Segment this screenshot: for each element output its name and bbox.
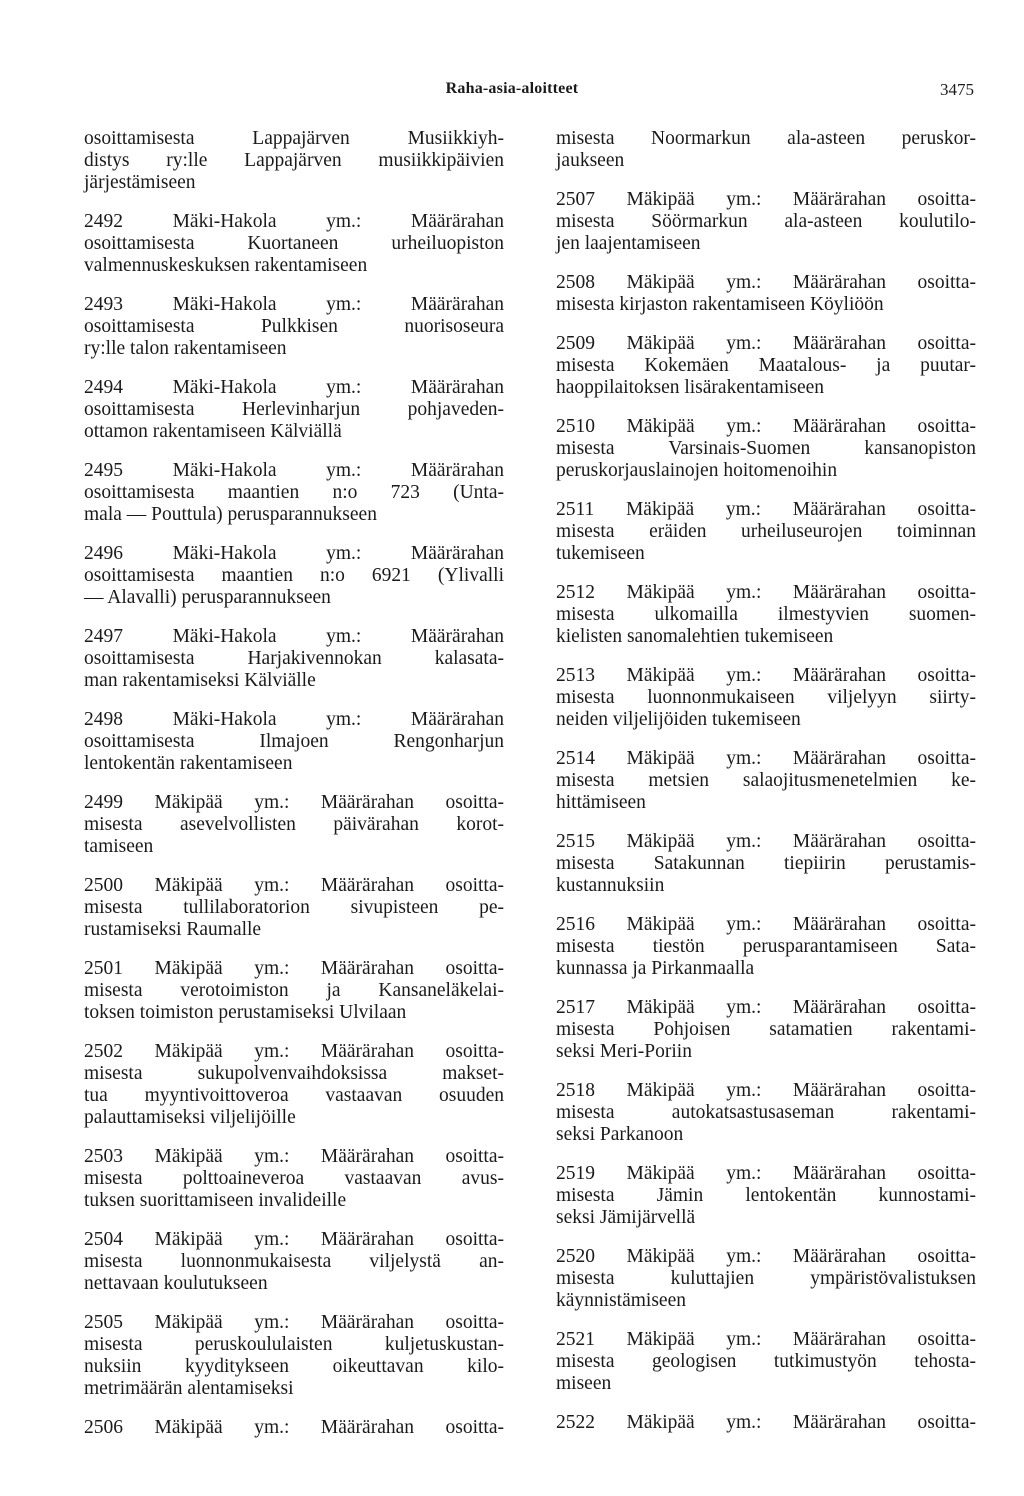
text-line: misesta eräiden urheiluseurojen toiminnan <box>556 521 976 542</box>
text-line: misesta tiestön perusparantamiseen Sata- <box>556 936 976 957</box>
text-line: 2492 Mäki-Hakola ym.: Määrärahan <box>84 211 504 232</box>
motion-entry <box>84 211 504 277</box>
text-line: osoittamisesta Harjakivennokan kalasata- <box>84 648 504 669</box>
motion-entry <box>84 792 504 858</box>
motion-entry <box>84 460 504 526</box>
motion-entry <box>84 1229 504 1295</box>
text-column-left <box>84 128 504 1456</box>
text-line: ry:lle talon rakentamiseen <box>84 338 287 359</box>
text-line: nuksiin kyyditykseen oikeuttavan kilo- <box>84 1356 504 1377</box>
text-line: osoittamisesta Ilmajoen Rengonharjun <box>84 731 504 752</box>
text-line: misesta Kokemäen Maatalous- ja puutar- <box>556 355 976 376</box>
text-line: misesta kuluttajien ympäristövalistuksen <box>556 1268 976 1289</box>
text-line: misesta Jämin lentokentän kunnostami- <box>556 1185 976 1206</box>
motion-entry <box>556 831 976 897</box>
text-line: man rakentamiseksi Kälviälle <box>84 670 316 691</box>
text-line: osoittamisesta Pulkkisen nuorisoseura <box>84 316 504 337</box>
text-line: 2497 Mäki-Hakola ym.: Määrärahan <box>84 626 504 647</box>
text-line: 2494 Mäki-Hakola ym.: Määrärahan <box>84 377 504 398</box>
motion-entry <box>556 582 976 648</box>
text-line: osoittamisesta Herlevinharjun pohjaveden- <box>84 399 504 420</box>
text-column-right <box>556 128 976 1451</box>
text-line: misesta kirjaston rakentamiseen Köyliöön <box>556 294 884 315</box>
text-line: misesta polttoaineveroa vastaavan avus- <box>84 1168 504 1189</box>
text-line: misesta metsien salaojitusmenetelmien ke- <box>556 770 976 791</box>
text-line: misesta tullilaboratorion sivupisteen pe- <box>84 897 504 918</box>
text-line: 2521 Mäkipää ym.: Määrärahan osoitta- <box>556 1329 976 1350</box>
text-line: misesta autokatsastusaseman rakentami- <box>556 1102 976 1123</box>
motion-entry <box>84 875 504 941</box>
text-line: kunnassa ja Pirkanmaalla <box>556 958 755 979</box>
text-line: nettavaan koulutukseen <box>84 1273 268 1294</box>
text-line: 2510 Mäkipää ym.: Määrärahan osoitta- <box>556 416 976 437</box>
text-line: 2501 Mäkipää ym.: Määrärahan osoitta- <box>84 958 504 979</box>
text-line: käynnistämiseen <box>556 1290 686 1311</box>
text-line: seksi Jämijärvellä <box>556 1207 696 1228</box>
text-line: misesta Varsinais-Suomen kansanopiston <box>556 438 976 459</box>
text-line: mala — Pouttula) perusparannukseen <box>84 504 377 525</box>
motion-entry <box>556 416 976 482</box>
text-line: kustannuksiin <box>556 875 665 896</box>
text-line: 2506 Mäkipää ym.: Määrärahan osoitta- <box>84 1417 504 1438</box>
text-line: 2513 Mäkipää ym.: Määrärahan osoitta- <box>556 665 976 686</box>
text-line: 2517 Mäkipää ym.: Määrärahan osoitta- <box>556 997 976 1018</box>
motion-entry <box>556 499 976 565</box>
text-line: osoittamisesta maantien n:o 723 (Unta- <box>84 482 504 503</box>
text-line: 2500 Mäkipää ym.: Määrärahan osoitta- <box>84 875 504 896</box>
motion-entry <box>84 1417 504 1439</box>
text-line: rustamiseksi Raumalle <box>84 919 262 940</box>
motion-entry <box>84 294 504 360</box>
text-line: misesta Noormarkun ala-asteen peruskor- <box>556 128 976 149</box>
text-line: misesta ulkomailla ilmestyvien suomen- <box>556 604 976 625</box>
text-line: 2508 Mäkipää ym.: Määrärahan osoitta- <box>556 272 976 293</box>
text-line: 2511 Mäkipää ym.: Määrärahan osoitta- <box>556 499 976 520</box>
text-line: tukemiseen <box>556 543 645 564</box>
text-line: misesta Satakunnan tiepiirin perustamis- <box>556 853 976 874</box>
motion-entry <box>556 665 976 731</box>
motion-entry <box>556 1163 976 1229</box>
motion-entry <box>84 1312 504 1400</box>
running-header-title: Raha-asia-aloitteet <box>445 80 579 97</box>
text-line: 2504 Mäkipää ym.: Määrärahan osoitta- <box>84 1229 504 1250</box>
motion-entry <box>556 189 976 255</box>
text-line: 2509 Mäkipää ym.: Määrärahan osoitta- <box>556 333 976 354</box>
text-line: kielisten sanomalehtien tukemiseen <box>556 626 834 647</box>
motion-entry <box>84 1041 504 1129</box>
text-line: järjestämiseen <box>84 172 196 193</box>
text-line: tua myyntivoittoveroa vastaavan osuuden <box>84 1085 504 1106</box>
text-line: misesta luonnonmukaisesta viljelystä an- <box>84 1251 504 1272</box>
text-line: distys ry:lle Lappajärven musiikkipäivien <box>84 150 504 171</box>
motion-entry <box>84 377 504 443</box>
text-line: hittämiseen <box>556 792 646 813</box>
motion-entry <box>556 1329 976 1395</box>
text-line: 2496 Mäki-Hakola ym.: Määrärahan <box>84 543 504 564</box>
text-line: 2493 Mäki-Hakola ym.: Määrärahan <box>84 294 504 315</box>
motion-entry <box>84 543 504 609</box>
motion-entry <box>556 272 976 316</box>
text-line: miseen <box>556 1373 612 1394</box>
text-line: osoittamisesta maantien n:o 6921 (Ylivalli <box>84 565 504 586</box>
text-line: osoittamisesta Kuortaneen urheiluopiston <box>84 233 504 254</box>
text-line: 2502 Mäkipää ym.: Määrärahan osoitta- <box>84 1041 504 1062</box>
motion-entry <box>84 709 504 775</box>
motion-entry <box>556 914 976 980</box>
text-line: 2499 Mäkipää ym.: Määrärahan osoitta- <box>84 792 504 813</box>
motion-entry <box>556 748 976 814</box>
text-line: tamiseen <box>84 836 154 857</box>
text-line: toksen toimiston perustamiseksi Ulvilaan <box>84 1002 407 1023</box>
text-line: ottamon rakentamiseen Kälviällä <box>84 421 342 442</box>
text-line: 2507 Mäkipää ym.: Määrärahan osoitta- <box>556 189 976 210</box>
page-number: 3475 <box>940 80 974 99</box>
text-line: misesta geologisen tutkimustyön tehosta- <box>556 1351 976 1372</box>
motion-entry <box>84 1146 504 1212</box>
text-line: tuksen suorittamiseen invalideille <box>84 1190 347 1211</box>
text-line: 2516 Mäkipää ym.: Määrärahan osoitta- <box>556 914 976 935</box>
text-line: 2498 Mäki-Hakola ym.: Määrärahan <box>84 709 504 730</box>
text-line: haoppilaitoksen lisärakentamiseen <box>556 377 825 398</box>
motion-entry <box>84 626 504 692</box>
motion-entry <box>556 1412 976 1434</box>
text-line: misesta luonnonmukaiseen viljelyyn siirty- <box>556 687 976 708</box>
text-line: 2512 Mäkipää ym.: Määrärahan osoitta- <box>556 582 976 603</box>
motion-entry <box>556 128 976 172</box>
text-line: misesta Pohjoisen satamatien rakentami- <box>556 1019 976 1040</box>
text-line: 2519 Mäkipää ym.: Määrärahan osoitta- <box>556 1163 976 1184</box>
text-line: 2503 Mäkipää ym.: Määrärahan osoitta- <box>84 1146 504 1167</box>
text-line: 2515 Mäkipää ym.: Määrärahan osoitta- <box>556 831 976 852</box>
text-line: 2495 Mäki-Hakola ym.: Määrärahan <box>84 460 504 481</box>
motion-entry <box>556 333 976 399</box>
text-line: 2522 Mäkipää ym.: Määrärahan osoitta- <box>556 1412 976 1433</box>
text-line: seksi Meri-Poriin <box>556 1041 692 1062</box>
text-line: valmennuskeskuksen rakentamiseen <box>84 255 368 276</box>
text-line: 2514 Mäkipää ym.: Määrärahan osoitta- <box>556 748 976 769</box>
text-line: jaukseen <box>556 150 625 171</box>
text-line: palauttamiseksi viljelijöille <box>84 1107 296 1128</box>
text-line: jen laajentamiseen <box>556 233 701 254</box>
text-line: peruskorjauslainojen hoitomenoihin <box>556 460 838 481</box>
text-line: seksi Parkanoon <box>556 1124 684 1145</box>
motion-entry <box>84 128 504 194</box>
motion-entry <box>556 997 976 1063</box>
text-line: metrimäärän alentamiseksi <box>84 1378 294 1399</box>
text-line: misesta peruskoululaisten kuljetuskustan- <box>84 1334 504 1355</box>
text-line: 2505 Mäkipää ym.: Määrärahan osoitta- <box>84 1312 504 1333</box>
text-line: 2518 Mäkipää ym.: Määrärahan osoitta- <box>556 1080 976 1101</box>
motion-entry <box>84 958 504 1024</box>
text-line: 2520 Mäkipää ym.: Määrärahan osoitta- <box>556 1246 976 1267</box>
text-line: osoittamisesta Lappajärven Musiikkiyh- <box>84 128 504 149</box>
text-line: lentokentän rakentamiseen <box>84 753 293 774</box>
text-line: misesta Söörmarkun ala-asteen koulutilo- <box>556 211 976 232</box>
text-line: misesta asevelvollisten päivärahan korot- <box>84 814 504 835</box>
text-line: misesta verotoimiston ja Kansaneläkelai- <box>84 980 504 1001</box>
text-line: — Alavalli) perusparannukseen <box>84 587 331 608</box>
text-line: neiden viljelijöiden tukemiseen <box>556 709 801 730</box>
text-line: misesta sukupolvenvaihdoksissa makset- <box>84 1063 504 1084</box>
motion-entry <box>556 1246 976 1312</box>
motion-entry <box>556 1080 976 1146</box>
